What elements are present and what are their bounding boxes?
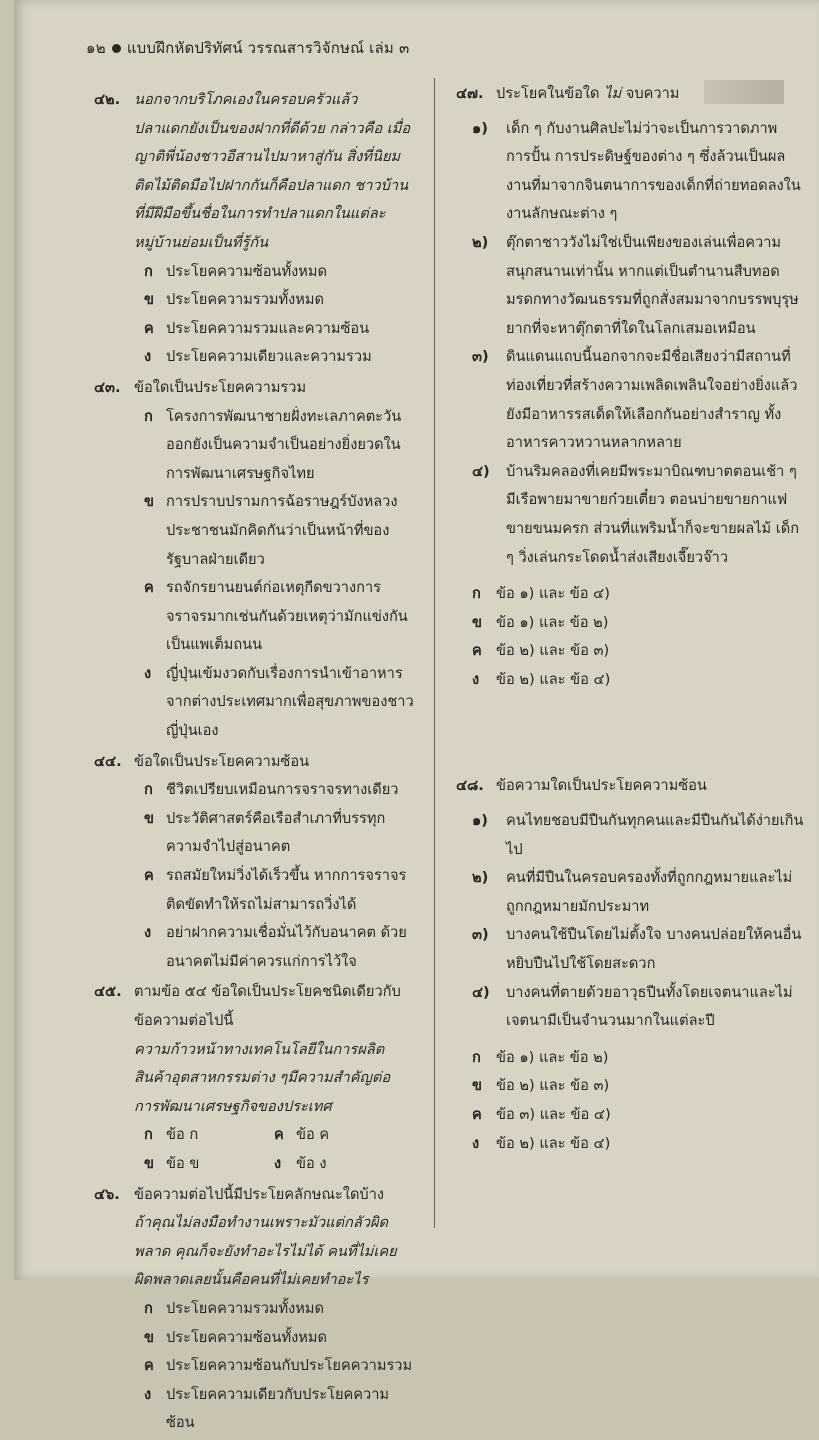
answer-option	[456, 637, 806, 666]
question-passage: ความก้าวหน้าทางเทคโนโลยีในการผลิตสินค้าอุตสาหกรรมต่าง ๆมีความสำคัญต่อการพัฒนาเศรษฐกิจของประเทศ	[134, 1040, 391, 1115]
answer-letter: ก	[472, 585, 481, 603]
answer-option	[456, 609, 806, 638]
question-number: ๔๗.	[456, 85, 484, 102]
option-text: ประโยคความรวมทั้งหมด	[166, 1299, 324, 1317]
option	[94, 776, 414, 805]
sub-statement	[456, 864, 806, 921]
option-letter: ข	[144, 1328, 154, 1346]
option	[94, 286, 414, 315]
sub-text: ดินแดนแถบนี้นอกจากจะมีชื่อเสียงว่ามีสถานที่ท่องเที่ยวที่สร้างความเพลิดเพลินใจอย่างยิ่งแล้วยังมีอาหารรสเด็ดให้เลือกกันอย่างสำราญ ทั้งอาหารคาวหวานหลากหลาย	[506, 348, 798, 452]
sub-text: ตุ๊กตาชาววังไม่ใช่เป็นเพียงของเล่นเพื่อความสนุกสนานเท่านั้น หากแต่เป็นตำนานสืบทอดมรดกทางวัฒนธรรมที่ถูกสั่งสมมาจากบรรพบุรุษยากที่จะหาตุ๊กตาที่ใดในโลกเสมอเหมือน	[506, 233, 799, 337]
option	[94, 1295, 414, 1324]
option-text: ข้อ ข	[166, 1154, 200, 1172]
answer-text: ข้อ ๒) และ ข้อ ๓)	[496, 1077, 610, 1095]
option	[274, 1121, 404, 1150]
sub-text: คนไทยชอบมีปืนกันทุกคนและมีปืนกันได้ง่ายเกินไป	[506, 812, 804, 858]
question-text-emphasis: ไม่	[604, 85, 622, 102]
sub-text: บ้านริมคลองที่เคยมีพระมาบิณฑบาตตอนเช้า ๆ มีเรือพายมาขายก๋วยเตี๋ยว ตอนบ่ายขายกาแฟ ขายขนมครก ส่วนที่แพริมน้ำก็จะขายผลไม้ เด็ก ๆ วิ่งเล่นกระโดดน้ำส่งเสียงเจี๊ยวจ๊าว	[506, 462, 800, 566]
sub-text: เด็ก ๆ กับงานศิลปะไม่ว่าจะเป็นการวาดภาพ การปั้น การประดิษฐ์ของต่าง ๆ ซึ่งล้วนเป็นผลงานที่มาจากจินตนาการของเด็กที่ถ่ายทอดลงในงานลักษณะต่าง ๆ	[506, 119, 801, 223]
question-45	[94, 978, 414, 1178]
question-text: ข้อความใดเป็นประโยคความซ้อน	[496, 777, 707, 795]
option-text: ชีวิตเปรียบเหมือนการจราจรทางเดียว	[166, 781, 399, 799]
option-letter: ข	[144, 493, 154, 511]
sub-statement	[456, 229, 806, 343]
option-grid	[94, 1121, 414, 1178]
option-letter: ค	[144, 319, 154, 337]
sub-label: ๒)	[472, 869, 489, 887]
question-42	[94, 86, 414, 372]
question-text: ข้อใดเป็นประโยคความซ้อน	[134, 752, 310, 770]
sub-statement	[456, 979, 806, 1036]
option-text: ประโยคความเดียวและความรวม	[166, 348, 372, 366]
answer-letter: ก	[472, 1048, 481, 1066]
question-48	[456, 772, 806, 1158]
sub-statement	[456, 343, 806, 457]
sub-statement	[456, 115, 806, 229]
option-text: ประโยคความซ้อนกับประโยคความรวม	[166, 1357, 413, 1375]
answer-text: ข้อ ๒) และ ข้อ ๔)	[496, 1134, 611, 1152]
option-text: อย่าฝากความเชื่อมั่นไว้กับอนาคต ด้วยอนาคตไม่มีค่าควรแก่การไว้ใจ	[166, 924, 407, 970]
book-page	[14, 0, 819, 1432]
sub-statement	[456, 458, 806, 572]
question-number: ๔๘.	[456, 777, 484, 795]
question-number: ๔๓.	[94, 378, 121, 396]
question-number: ๔๔.	[94, 752, 122, 770]
page-number: ๑๒	[86, 39, 106, 57]
option	[94, 343, 414, 372]
right-column	[456, 80, 806, 1160]
option-letter: ง	[144, 1385, 152, 1403]
sub-text: คนที่มีปืนในครอบครองทั้งที่ถูกกฎหมายและไม่ถูกกฎหมายมักประมาท	[506, 869, 793, 915]
option-letter: ค	[144, 867, 154, 885]
question-text: ข้อความต่อไปนี้มีประโยคลักษณะใดบ้าง	[134, 1185, 385, 1203]
option	[94, 315, 414, 344]
sub-label: ๑)	[472, 119, 488, 137]
option-letter: ค	[144, 1357, 154, 1375]
option	[94, 403, 414, 489]
spacer	[456, 696, 806, 772]
question-number: ๔๕.	[94, 983, 122, 1001]
answer-text: ข้อ ๑) และ ข้อ ๔)	[496, 585, 610, 603]
option	[94, 258, 414, 287]
option-text: ญี่ปุ่นเข้มงวดกับเรื่องการนำเข้าอาหารจากต่างประเทศมากเพื่อสุขภาพของชาวญี่ปุ่นเอง	[166, 664, 414, 740]
answer-text: ข้อ ๒) และ ข้อ ๔)	[496, 670, 611, 688]
option-letter: ง	[274, 1154, 282, 1172]
answer-option	[456, 1101, 806, 1130]
option-text: การปราบปรามการฉ้อราษฎร์บังหลวงประชาชนมักคิดกันว่าเป็นหน้าที่ของรัฐบาลฝ่ายเดียว	[166, 493, 398, 568]
option-letter: ก	[144, 781, 153, 799]
question-46	[94, 1181, 414, 1438]
question-number: ๔๒.	[94, 91, 121, 108]
option-text: ข้อ ค	[296, 1126, 330, 1144]
answer-text: ข้อ ๑) และ ข้อ ๒)	[496, 613, 609, 631]
answer-letter: ค	[472, 642, 482, 660]
option-letter: ค	[274, 1126, 284, 1144]
sub-text: บางคนที่ตายด้วยอาวุธปืนทั้งโดยเจตนาและไม่เจตนามีเป็นจำนวนมากในแต่ละปี	[506, 983, 793, 1030]
book-title: แบบฝึกหัดปริทัศน์ วรรณสารวิจักษณ์ เล่ม ๓	[126, 39, 410, 57]
option-text: ประโยคความซ้อนทั้งหมด	[166, 262, 327, 280]
option-letter: ง	[144, 924, 152, 942]
answer-text: ข้อ ๓) และ ข้อ ๔)	[496, 1106, 611, 1123]
answer-option	[456, 580, 806, 609]
sub-statement	[456, 807, 806, 864]
question-44	[94, 748, 414, 977]
question-number: ๔๖.	[94, 1185, 120, 1203]
option	[274, 1150, 404, 1179]
option	[94, 919, 414, 976]
answer-option	[456, 1044, 806, 1073]
question-47	[456, 80, 806, 694]
sub-label: ๔)	[472, 462, 490, 480]
option	[94, 660, 414, 746]
option-letter: ข	[144, 291, 154, 309]
option-text: ประโยคความเดียวกับประโยคความซ้อน	[166, 1385, 390, 1432]
option-text: ประโยคความรวมและความซ้อน	[166, 319, 370, 337]
option-letter: ก	[144, 1126, 153, 1144]
option-letter: ก	[144, 1299, 153, 1317]
sub-label: ๑)	[472, 812, 488, 830]
option-letter: ข	[144, 1154, 154, 1172]
option	[94, 1381, 414, 1438]
option-text: ข้อ ง	[296, 1154, 327, 1172]
option-letter: ค	[144, 579, 154, 597]
option	[94, 1352, 414, 1381]
option-letter: ก	[144, 262, 153, 280]
bullet-icon	[112, 44, 121, 53]
left-column	[94, 86, 414, 1440]
sub-statement	[456, 921, 806, 978]
option-letter: ก	[144, 407, 153, 425]
sub-label: ๒)	[472, 233, 489, 251]
sub-label: ๓)	[472, 926, 489, 944]
option	[144, 1150, 274, 1179]
sub-text: บางคนใช้ปืนโดยไม่ตั้งใจ บางคนปล่อยให้คนอื่นหยิบปืนไปใช้โดยสะดวก	[506, 926, 802, 973]
question-text	[496, 80, 806, 109]
question-passage: ถ้าคุณไม่ลงมือทำงานเพราะมัวแต่กลัวผิดพลาด คุณก็จะยังทำอะไรไม่ได้ คนที่ไม่เคยผิดพลาดเลยนั้นคือคนที่ไม่เคยทำอะไร	[134, 1214, 397, 1289]
answer-option	[456, 1072, 806, 1101]
column-divider	[434, 78, 435, 1228]
question-text-part: ประโยคในข้อใด	[496, 85, 600, 102]
answer-option	[456, 666, 806, 695]
option-text: ประโยคความรวมทั้งหมด	[166, 291, 324, 309]
option-text: รถสมัยใหม่วิ่งได้เร็วขึ้น หากการจราจรติดขัดทำให้รถไม่สามารถวิ่งได้	[166, 867, 407, 913]
answer-letter: ง	[472, 1134, 480, 1152]
question-text-part: จบความ	[625, 85, 680, 102]
question-passage: นอกจากบริโภคเองในครอบครัวแล้ว ปลาแดกยังเป็นของฝากที่ดีด้วย กล่าวคือ เมื่อญาติพี่น้องชาวอีสานไปมาหาสู่กัน สิ่งที่นิยมติดไม้ติดมือไปฝากกันก็คือปลาแดก ชาวบ้านที่มีฝีมือขึ้นชื่อในการทำปลาแดกในแต่ละหมู่บ้านย่อมเป็นที่รู้กัน	[134, 91, 411, 251]
option	[94, 805, 414, 862]
answer-letter: ค	[472, 1106, 482, 1123]
option-text: โครงการพัฒนาชายฝั่งทะเลภาคตะวันออกยังเป็นความจำเป็นอย่างยิ่งยวดในการพัฒนาเศรษฐกิจไทย	[166, 407, 402, 482]
option-text: ข้อ ก	[166, 1126, 199, 1144]
option-text: รถจักรยานยนต์ก่อเหตุกีดขวางการจราจรมากเช่นกันด้วยเหตุว่ามักแข่งกันเป็นแพเต็มถนน	[166, 579, 408, 654]
option-letter: ง	[144, 348, 152, 366]
answer-text: ข้อ ๑) และ ข้อ ๒)	[496, 1048, 609, 1066]
question-text: ข้อใดเป็นประโยคความรวม	[134, 378, 307, 396]
option	[94, 488, 414, 574]
answer-text: ข้อ ๒) และ ข้อ ๓)	[496, 642, 610, 660]
option-letter: ข	[144, 809, 154, 827]
sub-label: ๓)	[472, 348, 489, 366]
page-header	[86, 36, 409, 60]
option	[144, 1121, 274, 1150]
answer-letter: ง	[472, 670, 480, 688]
option	[94, 862, 414, 919]
question-text: ตามข้อ ๕๔ ข้อใดเป็นประโยคชนิดเดียวกับข้อความต่อไปนี้	[134, 983, 401, 1029]
sub-label: ๔)	[472, 983, 490, 1001]
option	[94, 574, 414, 660]
answer-letter: ข	[472, 613, 482, 631]
option	[94, 1324, 414, 1353]
option-text: ประโยคความซ้อนทั้งหมด	[166, 1328, 327, 1346]
answer-letter: ข	[472, 1077, 482, 1095]
option-text: ประวัติศาสตร์คือเรือสำเภาที่บรรทุกความจำไปสู่อนาคต	[166, 809, 386, 856]
question-43	[94, 374, 414, 746]
answer-option	[456, 1130, 806, 1159]
option-letter: ง	[144, 664, 152, 682]
